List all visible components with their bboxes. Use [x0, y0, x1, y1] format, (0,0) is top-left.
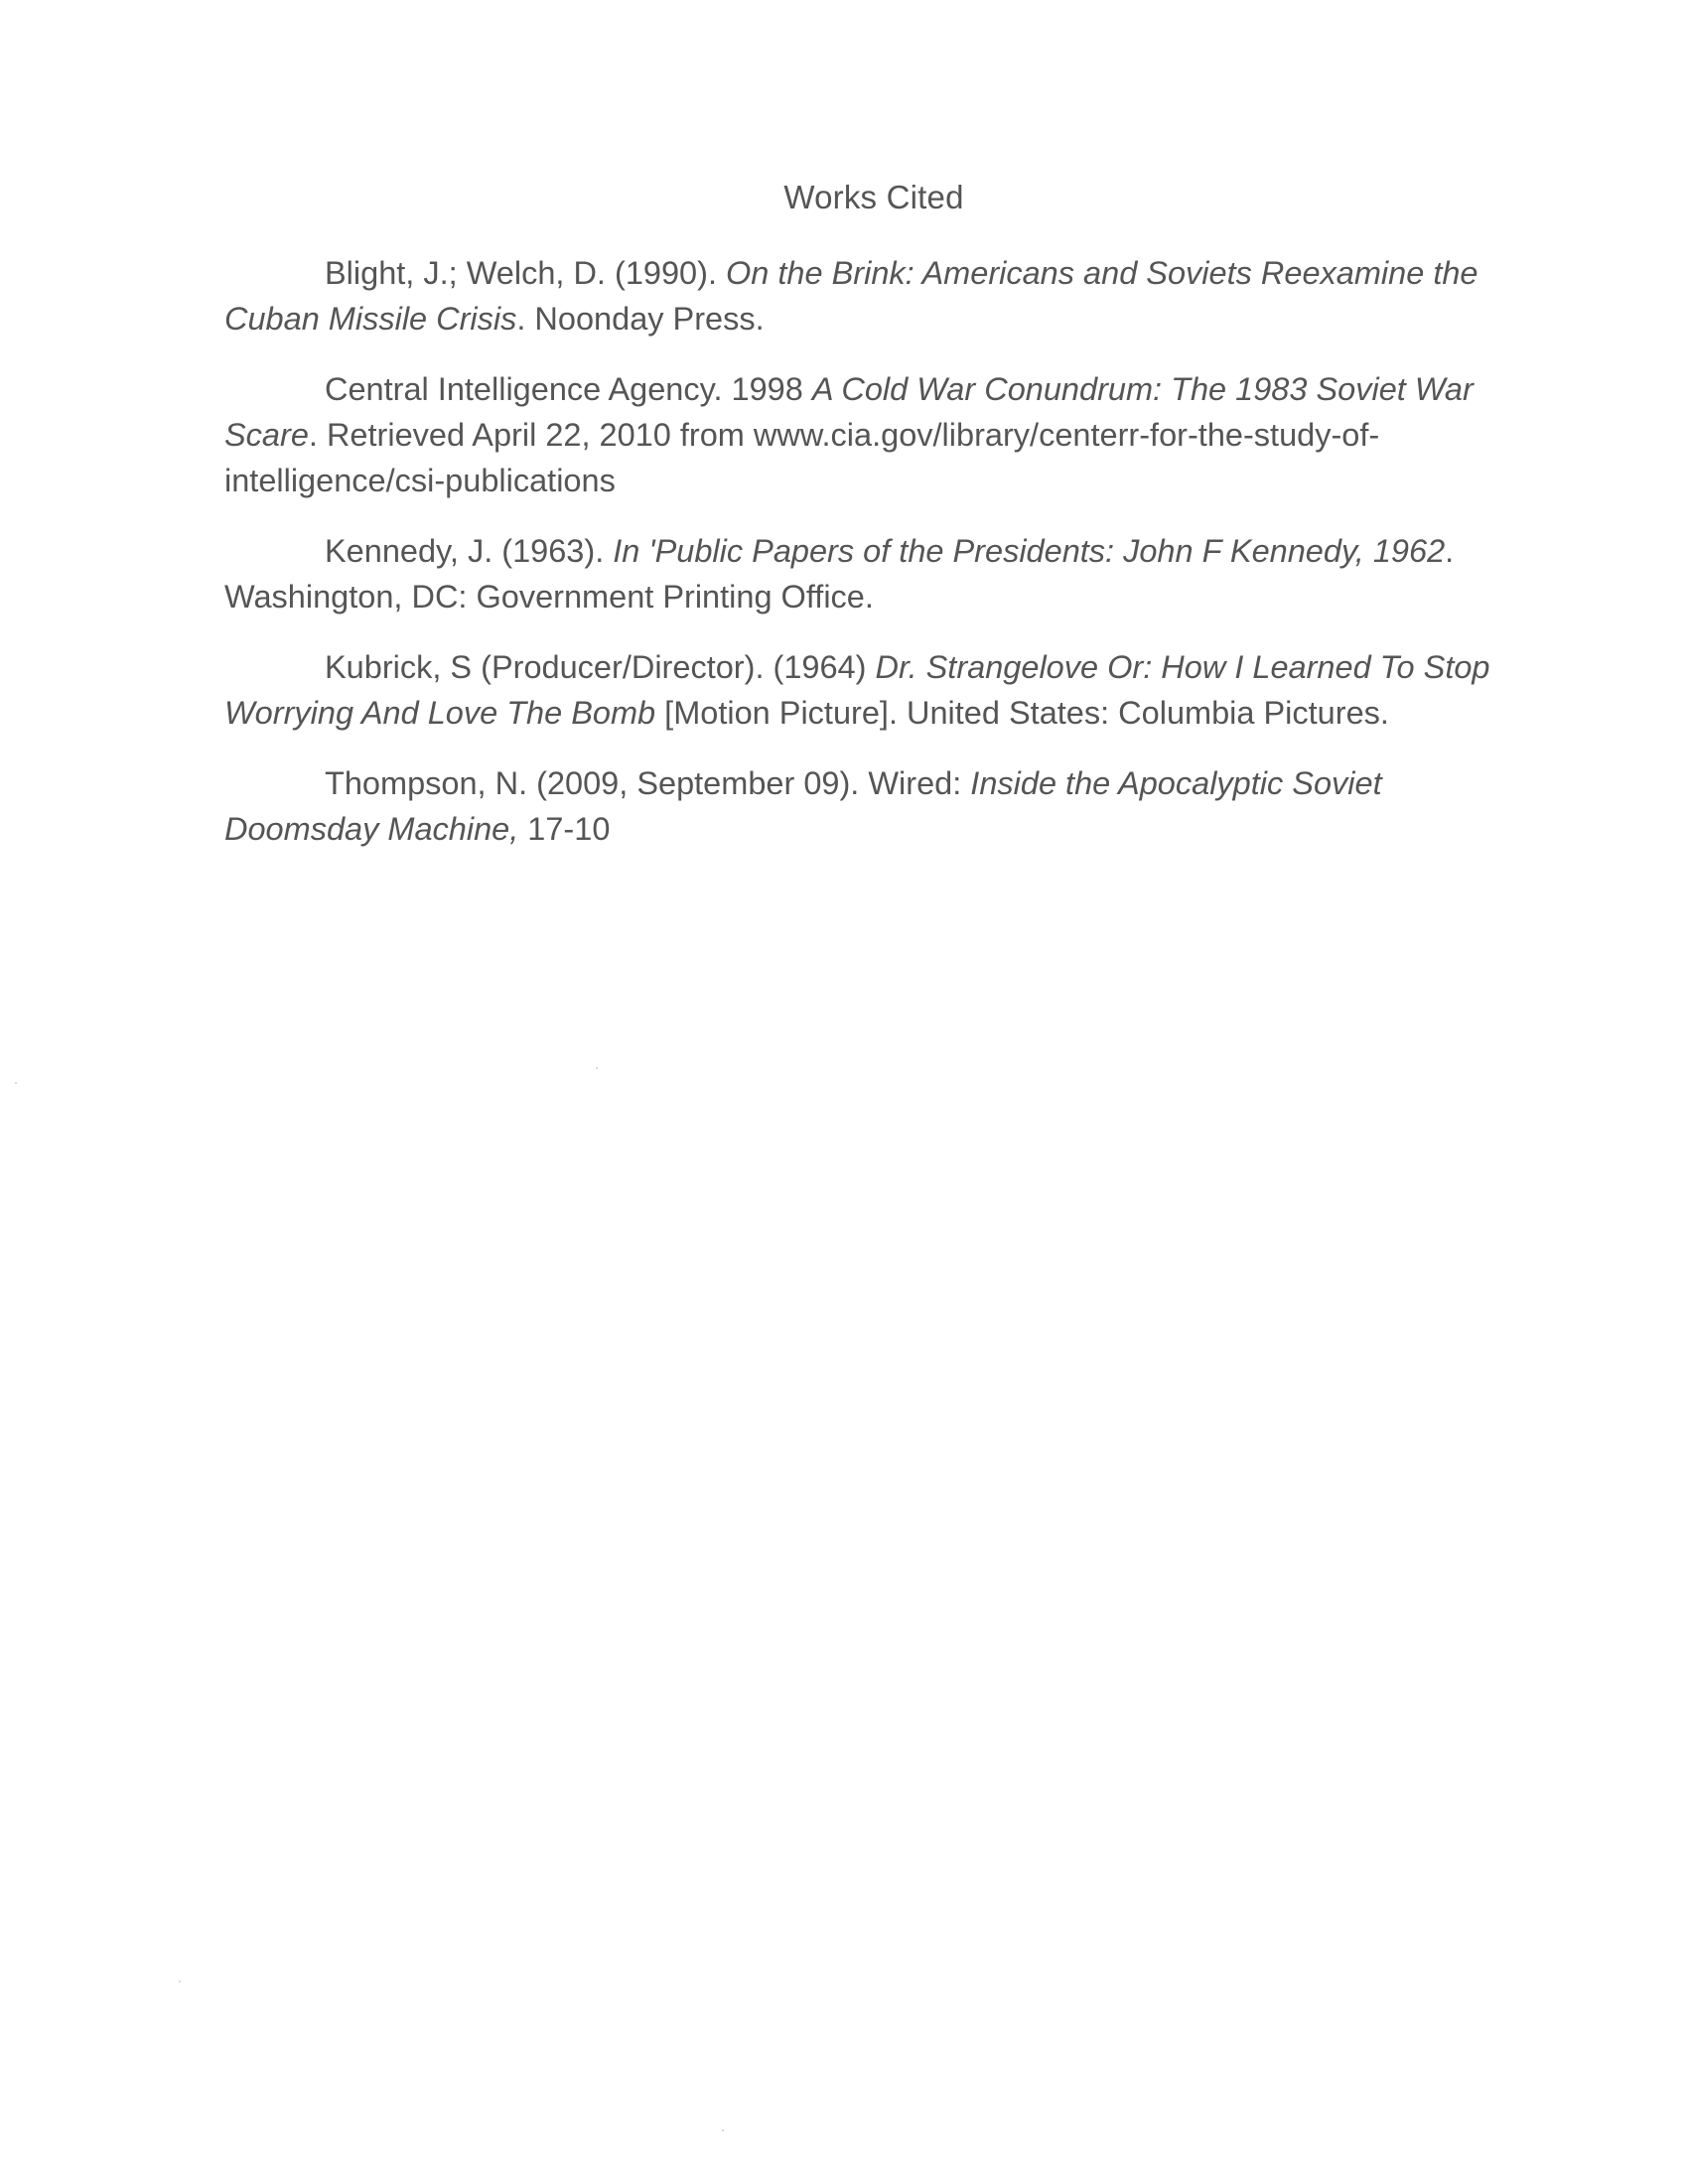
- citation-entry: [224, 644, 1535, 736]
- citation-text: . Washington, DC: Government Printing Office.: [224, 533, 1455, 614]
- citation-entry: [224, 760, 1535, 852]
- citation-text: Kennedy, J. (1963).: [325, 533, 614, 569]
- scan-speck: [179, 1980, 181, 1982]
- citation-work-title: In 'Public Papers of the Presidents: John F Kennedy, 1962: [613, 533, 1446, 569]
- citation-text: . Retrieved April 22, 2010 from www.cia.gov/library/centerr-for-the-study-of-intelligence/csi-publications: [224, 417, 1380, 498]
- citation-work-title: On the Brink: Americans and Soviets Reexamine the Cuban Missile Crisis: [224, 255, 1478, 337]
- citation-text: 17-10: [518, 811, 611, 847]
- scan-speck: [596, 1067, 598, 1069]
- citation-text: Thompson, N. (2009, September 09). Wired:: [325, 765, 971, 801]
- citation-text: . Noonday Press.: [516, 301, 765, 337]
- citation-entry: [224, 528, 1535, 619]
- citation-text: [Motion Picture]. United States: Columbia Pictures.: [655, 695, 1389, 731]
- citation-text: Central Intelligence Agency. 1998: [325, 371, 812, 407]
- citation-entry: [224, 250, 1535, 341]
- scan-speck: [15, 1082, 17, 1084]
- citation-work-title: Dr. Strangelove Or: How I Learned To Stop Worrying And Love The Bomb: [224, 649, 1490, 731]
- scan-speck: [722, 2129, 724, 2131]
- citation-work-title: Inside the Apocalyptic Soviet Doomsday Machine,: [224, 765, 1382, 847]
- citation-text: Kubrick, S (Producer/Director). (1964): [325, 649, 876, 685]
- citation-entry: [224, 366, 1535, 503]
- works-cited-list: [224, 250, 1535, 877]
- page-title: Works Cited: [783, 179, 964, 215]
- citation-work-title: A Cold War Conundrum: The 1983 Soviet War Scare: [224, 371, 1474, 453]
- citation-text: Blight, J.; Welch, D. (1990).: [325, 255, 726, 291]
